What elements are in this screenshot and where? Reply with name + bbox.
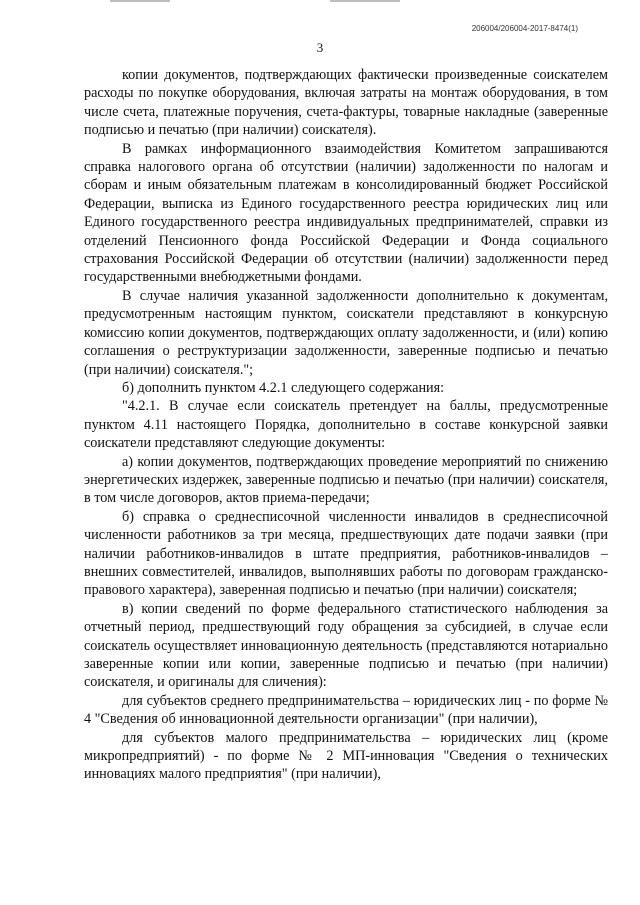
paragraph: В случае наличия указанной задолженности дополнительно к документам, предусмотренным настоящим пунктом, соискатели представляют в конкурсную комиссию копии документов, подтверждающих оплату задолженности, и (или) копию соглашения о реструктуризации задолженности, заверенные подписью и печатью (при наличии) соискателя."; — [84, 287, 608, 378]
paragraph: б) справка о среднесписочной численности инвалидов в среднесписочной численности работников за три месяца, предшествующих дате подачи заявки (при наличии работников-инвалидов в штате предприятия, работников-инвалидов – внешних совместителей, инвалидов, выполнявших работы по договорам гражданско-правового характера), заверенная подписью и печатью (при наличии) соискателя; — [84, 508, 608, 599]
scan-artifact — [330, 0, 400, 2]
paragraph: для субъектов среднего предпринимательства – юридических лиц - по форме № 4 "Сведения об инновационной деятельности организации" (при наличии), — [84, 692, 608, 728]
paragraph: а) копии документов, подтверждающих проведение мероприятий по снижению энергетических издержек, заверенные подписью и печатью (при наличии) соискателя, в том числе договоров, актов приема-передачи; — [84, 453, 608, 507]
paragraph: копии документов, подтверждающих фактически произведенные соискателем расходы по покупке оборудования, включая затраты на монтаж оборудования, в том числе счета, платежные поручения, счета-фактуры, товарные накладные (заверенные подписью и печатью (при наличии) соискателя). — [84, 67, 608, 139]
paragraph: в) копии сведений по форме федерального статистического наблюдения за отчетный период, предшествующий году обращения за субсидией, в случае если соискатель осуществляет инновационную деятельность (представляются нотариально заверенные копии или копии, заверенные подписью и печатью (при наличии) соискателя, и оригиналы для сличения): — [84, 600, 608, 691]
paragraph: для субъектов малого предпринимательства – юридических лиц (кроме микропредприятий) - по форме № 2 МП-инновация "Сведения о технических инновациях малого предприятия" (при наличии), — [84, 729, 608, 783]
scan-artifact — [110, 0, 170, 2]
page-number: 3 — [316, 40, 324, 55]
paragraph: "4.2.1. В случае если соискатель претендует на баллы, предусмотренные пунктом 4.11 настоящего Порядка, дополнительно в составе конкурсной заявки соискатели представляют следующие документы: — [84, 398, 608, 452]
document-id: 206004/206004-2017-8474(1) — [471, 24, 578, 33]
paragraph: б) дополнить пунктом 4.2.1 следующего содержания: — [122, 379, 445, 396]
paragraph: В рамках информационного взаимодействия Комитетом запрашиваются справка налогового органа об отсутствии (наличии) задолженности по налогам и сборам и иным обязательным платежам в консолидированный бюджет Российской Федерации, выписка из Единого государственного реестра юридических лиц или Единого государственного реестра индивидуальных предпринимателей, справки из отделений Пенсионного фонда Российской Федерации и Фонда социального страхования Российской Федерации об отсутствии (наличии) задолженности перед государственными внебюджетными фондами. — [84, 140, 608, 286]
document-body — [84, 66, 608, 784]
